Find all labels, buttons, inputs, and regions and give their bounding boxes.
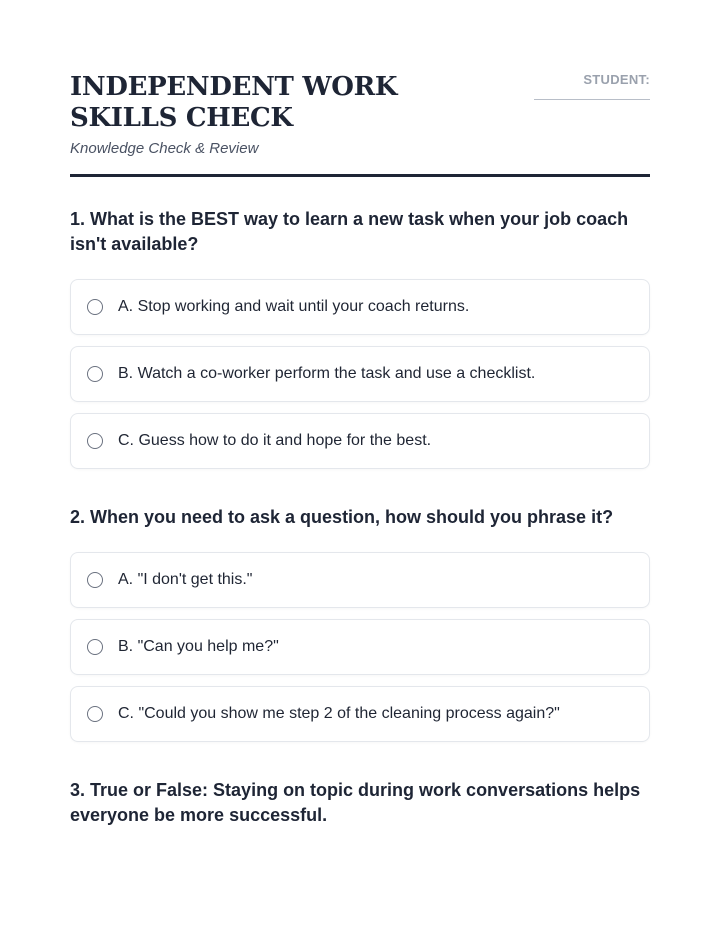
question-1-options (70, 279, 650, 469)
question-3: 3. True or False: Staying on topic during work conversations helps everyone be more successful. (70, 780, 641, 825)
question-2-options (70, 552, 650, 742)
option-label: B. "Can you help me?" (118, 638, 279, 655)
radio-icon[interactable] (87, 572, 103, 588)
question-1-option-a[interactable] (70, 279, 650, 335)
radio-icon[interactable] (87, 706, 103, 722)
worksheet-page (70, 0, 650, 828)
page-title: INDEPENDENT WORK SKILLS CHECK (70, 72, 398, 133)
worksheet-header (70, 72, 650, 177)
student-label: STUDENT: (583, 72, 650, 87)
option-label: A. Stop working and wait until your coach returns. (118, 298, 470, 315)
option-label: B. Watch a co-worker perform the task and use a checklist. (118, 365, 536, 382)
option-label: C. Guess how to do it and hope for the best. (118, 432, 432, 449)
page-subtitle: Knowledge Check & Review (70, 140, 259, 157)
option-label: A. "I don't get this." (118, 571, 253, 588)
question-1-option-c[interactable] (70, 413, 650, 469)
question-2-option-b[interactable] (70, 619, 650, 675)
question-1-option-b[interactable] (70, 346, 650, 402)
question-1: 1. What is the BEST way to learn a new task when your job coach isn't available? (70, 209, 629, 254)
student-name-line[interactable] (534, 99, 650, 100)
radio-icon[interactable] (87, 433, 103, 449)
question-2: 2. When you need to ask a question, how should you phrase it? (70, 507, 614, 527)
question-2-option-a[interactable] (70, 552, 650, 608)
question-2-option-c[interactable] (70, 686, 650, 742)
radio-icon[interactable] (87, 366, 103, 382)
option-label: C. "Could you show me step 2 of the cleaning process again?" (118, 705, 560, 722)
radio-icon[interactable] (87, 639, 103, 655)
radio-icon[interactable] (87, 299, 103, 315)
student-name-block (534, 72, 650, 100)
